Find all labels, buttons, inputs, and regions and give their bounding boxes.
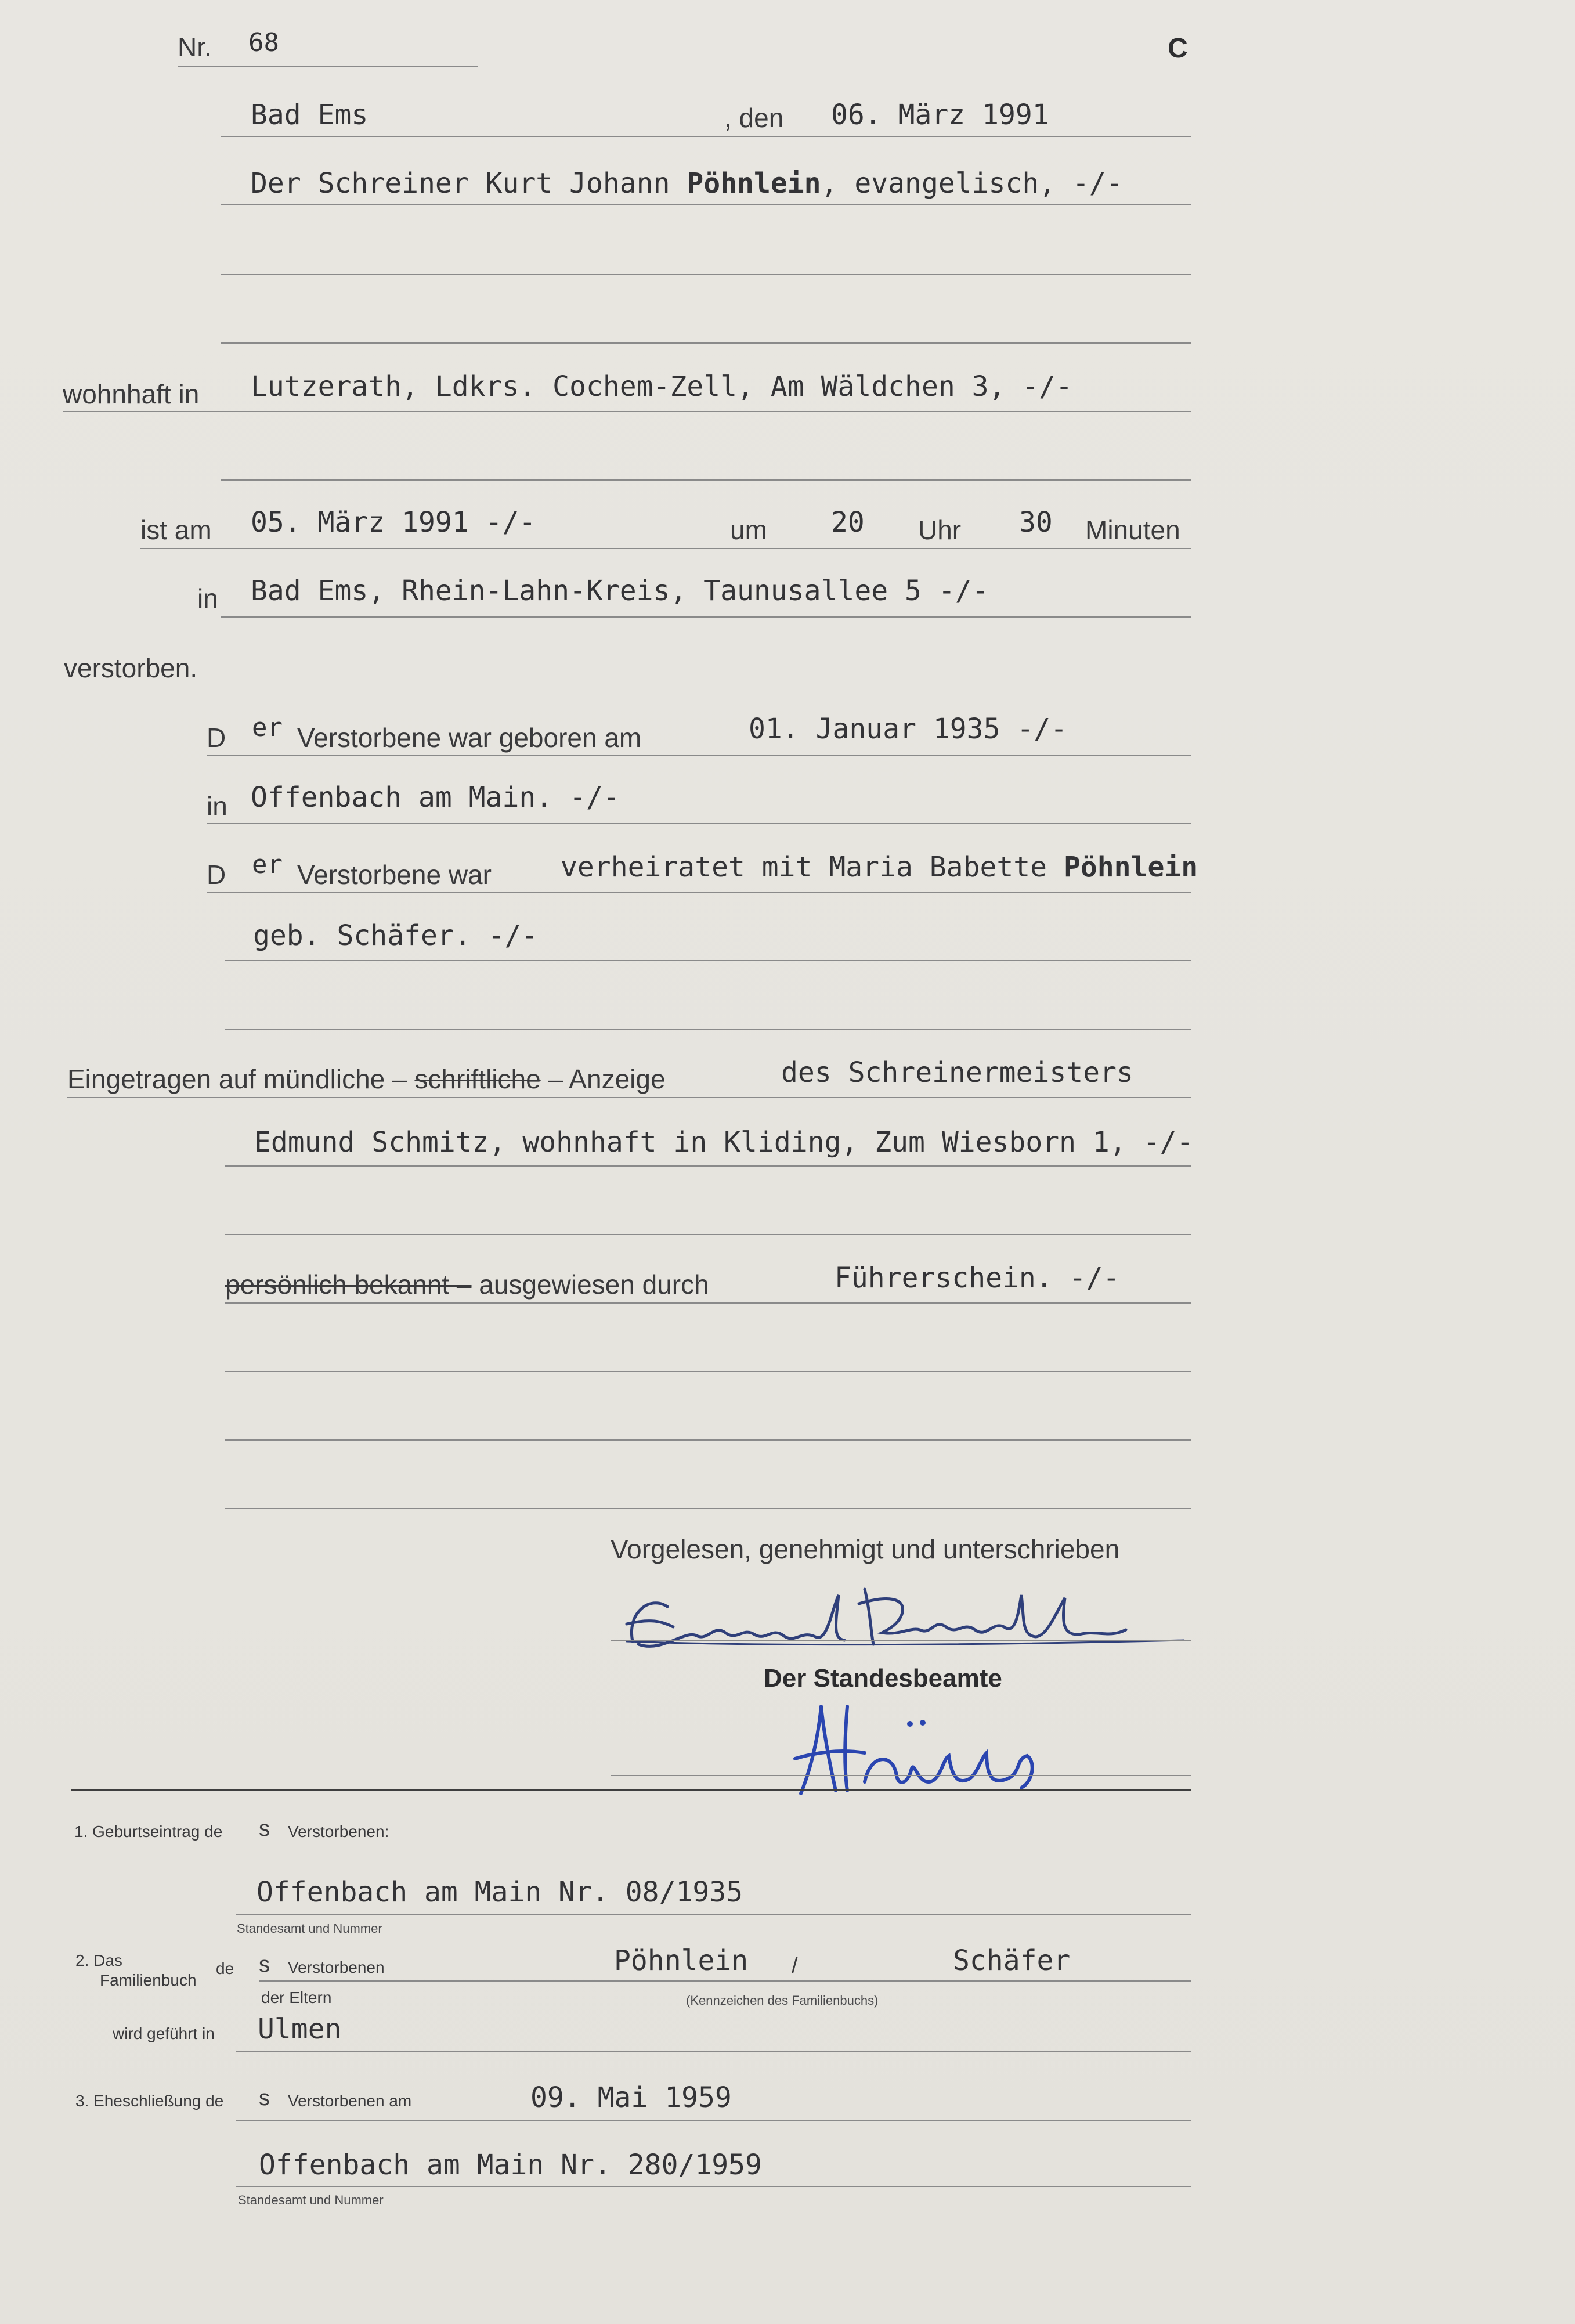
- f2-label: Verstorbenen: [288, 1958, 385, 1976]
- f3-caption: Standesamt und Nummer: [238, 2193, 384, 2207]
- rule-20: [225, 1508, 1191, 1509]
- um-label: um: [730, 515, 767, 545]
- spouse-maiden-name: geb. Schäfer. -/-: [253, 919, 539, 952]
- den-label: , den: [724, 103, 784, 133]
- f2-place: Ulmen: [258, 2013, 342, 2045]
- f2-wird: wird geführt in: [113, 2025, 215, 2042]
- born-d: D: [207, 723, 226, 753]
- person-prefix: Der Schreiner Kurt Johann: [251, 167, 687, 200]
- uhr-label: Uhr: [918, 515, 962, 545]
- rule-17: [225, 1302, 1191, 1304]
- f1-label-end: Verstorbenen:: [288, 1823, 389, 1841]
- f1-s: s: [259, 1817, 270, 1841]
- f2-value2: Schäfer: [953, 1944, 1071, 1977]
- death-in-label: in: [197, 583, 218, 614]
- f2-num2: Familienbuch: [100, 1971, 197, 1989]
- vorgelesen-label: Vorgelesen, genehmigt und unterschrieben: [611, 1534, 1120, 1564]
- f3-value: Offenbach am Main Nr. 280/1959: [259, 2149, 762, 2181]
- nr-value: 68: [248, 28, 279, 57]
- f3-label: 3. Eheschließung de: [75, 2092, 224, 2110]
- f3-s: s: [259, 2086, 270, 2110]
- rule-5: [63, 411, 1191, 412]
- death-hour: 20: [831, 506, 865, 539]
- spouse-prefix: verheiratet mit Maria Babette: [561, 851, 1064, 883]
- identity-struck: persönlich bekannt –: [225, 1269, 472, 1300]
- verstorben-label: verstorben.: [64, 653, 198, 683]
- eingetragen-struck: schriftliche: [414, 1064, 541, 1094]
- rule-f1: [236, 1914, 1191, 1915]
- rule-sign-2: [611, 1775, 1191, 1776]
- rule-18: [225, 1371, 1191, 1372]
- birth-place: Offenbach am Main. -/-: [251, 781, 620, 814]
- person-surname: Pöhnlein: [687, 167, 821, 200]
- rule-15: [225, 1165, 1191, 1167]
- married-er: er: [252, 850, 283, 879]
- identity-label: [225, 1271, 709, 1298]
- informant-signature: [615, 1572, 1190, 1659]
- rule-4: [221, 342, 1191, 344]
- death-place: Bad Ems, Rhein-Lahn-Kreis, Taunusallee 5 -/-: [251, 575, 989, 607]
- eingetragen-label: [67, 1066, 666, 1092]
- rule-sign-1: [611, 1640, 1191, 1641]
- standesbeamte-label: Der Standesbeamte: [764, 1664, 1002, 1693]
- rule-9: [207, 755, 1191, 756]
- section-letter: C: [1168, 33, 1188, 64]
- identity-document: Führerschein. -/-: [835, 1262, 1120, 1294]
- eingetragen-part1: Eingetragen auf mündliche –: [67, 1064, 415, 1094]
- minuten-label: Minuten: [1085, 515, 1180, 545]
- rule-14: [67, 1097, 1191, 1098]
- rule-3: [221, 274, 1191, 275]
- rule-1: [221, 136, 1191, 137]
- record-date: 06. März 1991: [831, 99, 1049, 131]
- person-suffix: , evangelisch, -/-: [821, 167, 1123, 200]
- eingetragen-part2: – Anzeige: [540, 1064, 666, 1094]
- rule-13: [225, 1029, 1191, 1030]
- rule-f3b: [236, 2186, 1191, 2187]
- f2-s: s: [259, 1953, 270, 1977]
- f2-eltern: der Eltern: [261, 1989, 332, 2007]
- rule-8: [221, 616, 1191, 618]
- f3-date: 09. Mai 1959: [530, 2081, 732, 2114]
- born-label: Verstorbene war geboren am: [297, 723, 642, 753]
- born-er: er: [252, 713, 283, 742]
- rule-f3a: [236, 2120, 1191, 2121]
- ist-am-label: ist am: [140, 515, 212, 545]
- birth-in-label: in: [207, 791, 227, 821]
- married-label: Verstorbene war: [297, 860, 492, 890]
- spouse-name: [561, 853, 1198, 881]
- f1-label: 1. Geburtseintrag de: [74, 1823, 223, 1841]
- wohnhaft-value: Lutzerath, Ldkrs. Cochem-Zell, Am Wäldchen 3, -/-: [251, 370, 1073, 403]
- rule-f2a: [259, 1980, 1191, 1982]
- person-name: [251, 167, 1123, 200]
- rule-16: [225, 1234, 1191, 1235]
- place: Bad Ems: [251, 99, 369, 131]
- informant-line: Edmund Schmitz, wohnhaft in Kliding, Zum Wiesborn 1, -/-: [254, 1126, 1194, 1159]
- rule-11: [207, 892, 1191, 893]
- rule-12: [225, 960, 1191, 961]
- informant-title: des Schreinermeisters: [781, 1056, 1133, 1089]
- rule-f2b: [236, 2051, 1191, 2052]
- wohnhaft-label: wohnhaft in: [63, 379, 200, 409]
- spouse-surname: Pöhnlein: [1063, 851, 1198, 883]
- rule-10: [207, 823, 1191, 824]
- death-date: 05. März 1991 -/-: [251, 506, 536, 539]
- f2-de: de: [216, 1959, 234, 1977]
- identity-text: ausgewiesen durch: [471, 1269, 709, 1300]
- f2-separator: /: [792, 1954, 798, 1978]
- f2-value1: Pöhnlein: [614, 1944, 749, 1977]
- nr-label: Nr.: [178, 32, 212, 62]
- f2-num: 2. Das: [75, 1951, 122, 1969]
- rule-7: [140, 548, 1191, 549]
- married-d: D: [207, 860, 226, 890]
- rule-19: [225, 1439, 1191, 1441]
- f1-caption: Standesamt und Nummer: [237, 1921, 382, 1936]
- f1-value: Offenbach am Main Nr. 08/1935: [257, 1876, 743, 1908]
- rule-6: [221, 479, 1191, 481]
- footer-separator: [71, 1789, 1191, 1791]
- f3-label-end: Verstorbenen am: [288, 2092, 412, 2110]
- death-minutes: 30: [1019, 506, 1053, 539]
- rule-2: [221, 204, 1191, 205]
- official-signature: [778, 1695, 1056, 1799]
- f2-caption: (Kennzeichen des Familienbuchs): [686, 1993, 879, 2008]
- birth-date: 01. Januar 1935 -/-: [749, 713, 1068, 745]
- nr-rule: [178, 66, 478, 67]
